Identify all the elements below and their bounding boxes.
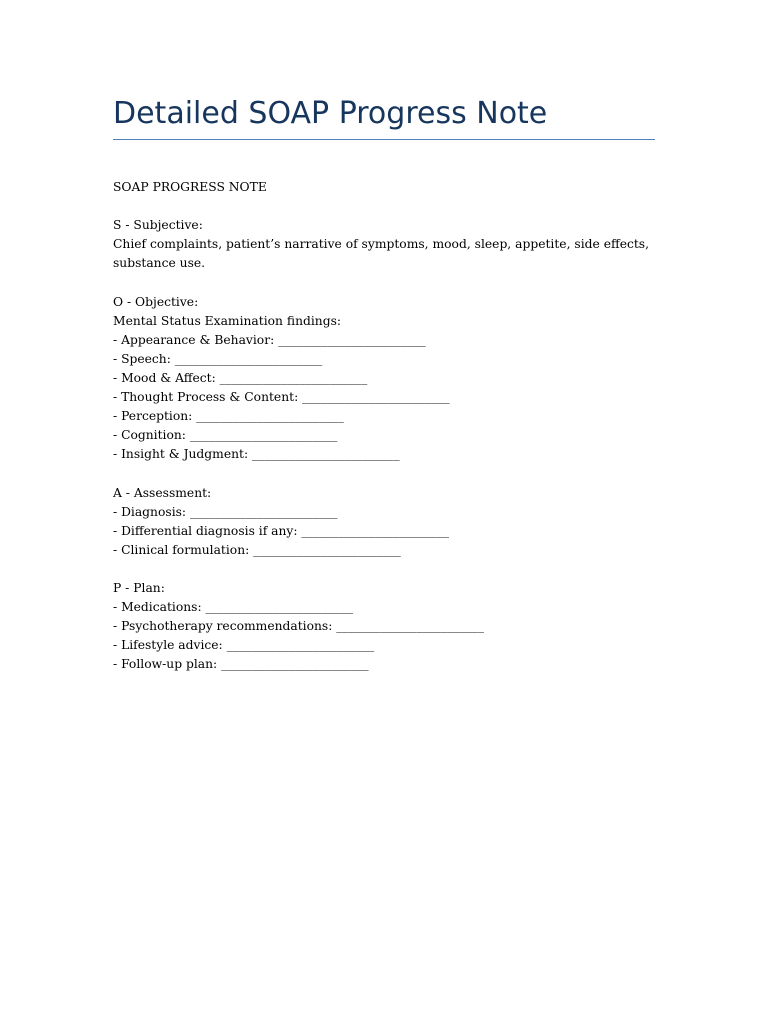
note-body: [113, 178, 655, 674]
objective-label: O - Objective:: [113, 294, 199, 309]
spacer: [113, 464, 655, 483]
objective-item-speech: - Speech: ________________________: [113, 351, 323, 366]
objective-intro: Mental Status Examination findings:: [113, 313, 342, 328]
document-title: Detailed SOAP Progress Note: [113, 96, 548, 131]
spacer: [113, 197, 655, 216]
plan-item-medications: - Medications: ________________________: [113, 600, 354, 615]
assessment-item-differential-diagnosis: - Differential diagnosis if any: ________________________: [113, 523, 449, 538]
plan-label: P - Plan:: [113, 580, 165, 595]
objective-item-perception: - Perception: ________________________: [113, 409, 344, 424]
objective-item-mood-affect: - Mood & Affect: ________________________: [113, 370, 368, 385]
plan-item-lifestyle-advice: - Lifestyle advice: ________________________: [113, 638, 375, 653]
note-heading: SOAP PROGRESS NOTE: [113, 180, 267, 194]
objective-item-thought-process: - Thought Process & Content: ________________________: [113, 390, 450, 405]
objective-item-appearance-behavior: - Appearance & Behavior: ________________________: [113, 332, 426, 347]
objective-item-cognition: - Cognition: ________________________: [113, 428, 338, 443]
subjective-label: S - Subjective:: [113, 218, 203, 233]
plan-item-psychotherapy: - Psychotherapy recommendations: ________________________: [113, 619, 484, 634]
objective-item-insight-judgment: - Insight & Judgment: ________________________: [113, 447, 400, 462]
plan-item-follow-up: - Follow-up plan: ________________________: [113, 657, 369, 672]
title-underline: [113, 139, 655, 140]
spacer: [113, 273, 655, 292]
spacer: [113, 560, 655, 579]
assessment-label: A - Assessment:: [113, 485, 212, 500]
assessment-item-diagnosis: - Diagnosis: ________________________: [113, 504, 338, 519]
assessment-item-clinical-formulation: - Clinical formulation: ________________________: [113, 542, 401, 557]
subjective-text: Chief complaints, patient’s narrative of symptoms, mood, sleep, appetite, side effects, substance use.: [113, 237, 650, 271]
